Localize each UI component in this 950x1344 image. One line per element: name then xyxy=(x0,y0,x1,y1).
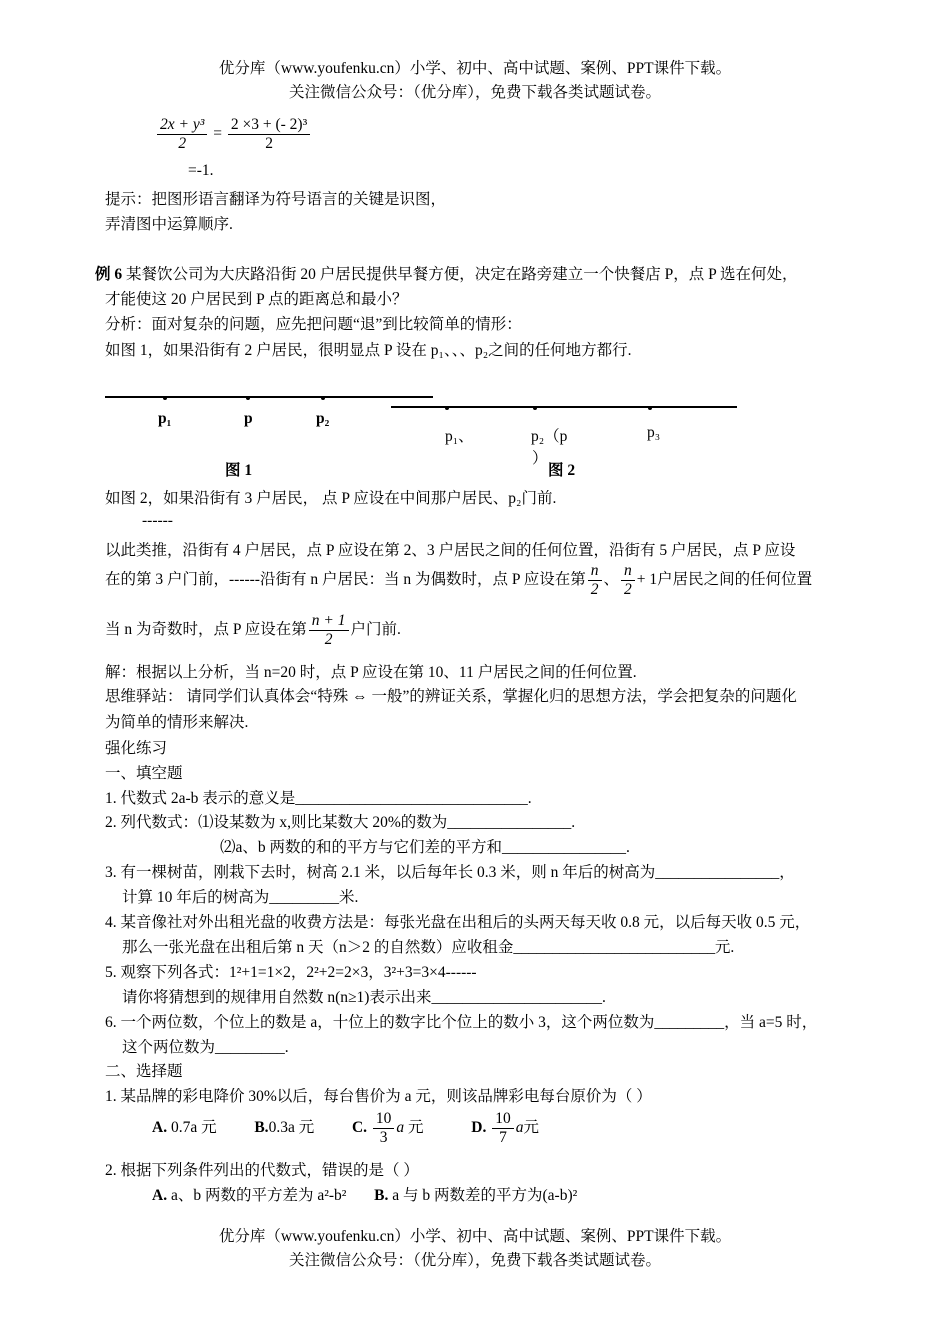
fig1-point-p xyxy=(246,396,250,400)
option-c-fraction: $\frac{10}{3}$ xyxy=(373,1110,395,1147)
fraction-n-over-2: $\frac{n}{2}$ xyxy=(588,562,602,599)
choice-question-2: 2. 根据下列条件列出的代数式，错误的是（ ） xyxy=(105,1162,419,1179)
choice-2-options: A. a、b 两数的平方差为 a²-b² B. a 与 b 两数差的平方为(a-b)² xyxy=(152,1187,578,1204)
fraction-n-over-2-b: $\frac{n}{2}$ xyxy=(621,562,635,599)
example6-line-2: 才能使这 20 户居民到 P 点的距离总和最小？ xyxy=(105,291,408,308)
generalization-line-3: 当 n 为奇数时，点 P 应设在第 $\frac{n + 1}{2}$ 户门前. xyxy=(105,612,401,648)
question-3b: 计算 10 年后的树高为_________米. xyxy=(122,889,359,906)
practice-title: 强化练习 xyxy=(105,740,168,757)
footer-line-2: 关注微信公众号：（优分库），免费下载各类试题试卷。 xyxy=(288,1252,661,1269)
fig1-street-line xyxy=(105,396,433,398)
section-choice: 二、选择题 xyxy=(105,1063,183,1080)
formula-lhs: $\frac{\text{2x + y³}}{2}$ xyxy=(157,116,207,153)
fig2-label-p1: p₁、 xyxy=(445,428,474,445)
analysis: 分析：面对复杂的问题，应先把问题“退”到比较简单的情形： xyxy=(105,316,522,333)
footer-line-1: 优分库（www.youfenku.cn）小学、初中、高中试题、案例、PPT课件下载。 xyxy=(218,1228,732,1245)
fraction-n-plus-1-over-2: $\frac{n + 1}{2}$ xyxy=(309,612,349,649)
fig1-point-p1 xyxy=(163,396,167,400)
option-a: 0.7a 元 xyxy=(170,1119,217,1137)
fig1-caption: 图 1 xyxy=(225,462,253,479)
question-4a: 4. 某音像社对外出租光盘的收费方法是：每张光盘在出租后的头两天每天收 0.8 元，以后每天收 0.5 元， xyxy=(105,914,811,931)
generalization-line-2: 在的第 3 户门前，------沿街有 n 户居民：当 n 为偶数时，点 P 应设在第 $\frac{n}{2}$ 、 $\frac{n}{2}$ + 1户居民之间的任何位置 xyxy=(105,562,813,598)
option-2b: a 与 b 两数差的平方为(a-b)² xyxy=(392,1187,578,1204)
fig2-label-p3: p₃ xyxy=(647,424,661,441)
fig2-label-p2: p₂（p xyxy=(531,428,568,445)
question-5b: 请你将猜想到的规律用自然数 n(n≥1)表示出来______________________. xyxy=(122,989,606,1006)
fig1-point-p2 xyxy=(321,396,325,400)
fig2-caption: 图 2 xyxy=(548,462,576,479)
think-line-2: 为简单的情形来解决. xyxy=(105,714,249,731)
option-b: 0.3a 元 xyxy=(268,1119,315,1137)
hint-line-2: 弄清图中运算顺序. xyxy=(105,216,233,233)
generalization-line-1: 以此类推，沿街有 4 户居民，点 P 应设在第 2、3 户居民之间的任何位置，沿街有 5 户居民，点 P 应设 xyxy=(105,542,796,559)
question-2b: ⑵a、b 两数的和的平方与它们差的平方和________________. xyxy=(220,839,630,856)
fig1-label-p2: p₂ xyxy=(316,410,330,427)
question-2a: 2. 列代数式：⑴设某数为 x,则比某数大 20%的数为________________. xyxy=(105,814,576,831)
fig1-label-p: p xyxy=(244,410,253,427)
formula xyxy=(155,116,312,153)
option-2a: a、b 两数的平方差为 a²-b² xyxy=(170,1187,347,1204)
section-fill-in: 一、填空题 xyxy=(105,765,183,782)
fig2-point-p3 xyxy=(648,406,652,410)
fig2-text: 如图 2，如果沿街有 3 户居民， 点 P 应设在中间那户居民、p₂门前. xyxy=(105,490,557,507)
dashes: ------ xyxy=(142,512,173,529)
solution: 解：根据以上分析，当 n=20 时，点 P 应设在第 10、11 户居民之间的任何位置. xyxy=(105,664,637,681)
fig2-point-p2 xyxy=(533,406,537,410)
question-6a: 6. 一个两位数，个位上的数是 a，十位上的数字比个位上的数小 3，这个两位数为_________，当 a=5 时， xyxy=(105,1014,818,1031)
choice-question-1: 1. 某品牌的彩电降价 30%以后，每台售价为 a 元，则该品牌彩电每台原价为（ ） xyxy=(105,1088,652,1105)
choice-1-options: A. 0.7a 元 B.0.3a 元 C. $\frac{10}{3}$ a 元 D. $\frac{10}{7}$ a元 xyxy=(152,1110,540,1146)
formula-result: =-1. xyxy=(188,162,214,179)
fig2-label-p2-close: ） xyxy=(532,450,548,467)
formula-rhs: $\frac{\text{2 ×3 + (- 2)³}}{2}$ xyxy=(228,116,310,153)
question-3a: 3. 有一棵树苗，刚栽下去时，树高 2.1 米，以后每年长 0.3 米，则 n 年后的树高为________________， xyxy=(105,864,795,881)
header-line-2: 关注微信公众号：（优分库），免费下载各类试题试卷。 xyxy=(288,84,661,101)
fig1-text: 如图 1，如果沿街有 2 户居民，很明显点 P 设在 p₁、、、p₂之间的任何地方都行. xyxy=(105,342,632,359)
question-5a: 5. 观察下列各式：1²+1=1×2，2²+2=2×3，3²+3=3×4------ xyxy=(105,964,477,981)
question-4b: 那么一张光盘在出租后第 n 天（n＞2 的自然数）应收租金__________________________元. xyxy=(122,939,735,956)
fig2-street-line xyxy=(391,406,737,408)
hint-line-1: 提示：把图形语言翻译为符号语言的关键是识图， xyxy=(105,191,447,208)
question-6b: 这个两位数为_________. xyxy=(122,1039,289,1056)
example6-line-1: 例 6 某餐饮公司为大庆路沿街 20 户居民提供早餐方便，决定在路旁建立一个快餐店 P，点 P 选在何处， xyxy=(95,266,798,283)
think-line-1: 思维驿站： 请同学们认真体会“特殊 ⇔ 一般”的辨证关系，掌握化归的思想方法，学会把复杂的问题化 xyxy=(105,688,797,705)
question-1: 1. 代数式 2a-b 表示的意义是______________________________. xyxy=(105,790,532,807)
formula-eq: = xyxy=(213,125,222,143)
fig2-point-p1 xyxy=(445,406,449,410)
option-d-fraction: $\frac{10}{7}$ xyxy=(492,1110,514,1147)
header-line-1: 优分库（www.youfenku.cn）小学、初中、高中试题、案例、PPT课件下载。 xyxy=(218,60,732,77)
fig1-label-p1: p₁ xyxy=(158,410,172,427)
